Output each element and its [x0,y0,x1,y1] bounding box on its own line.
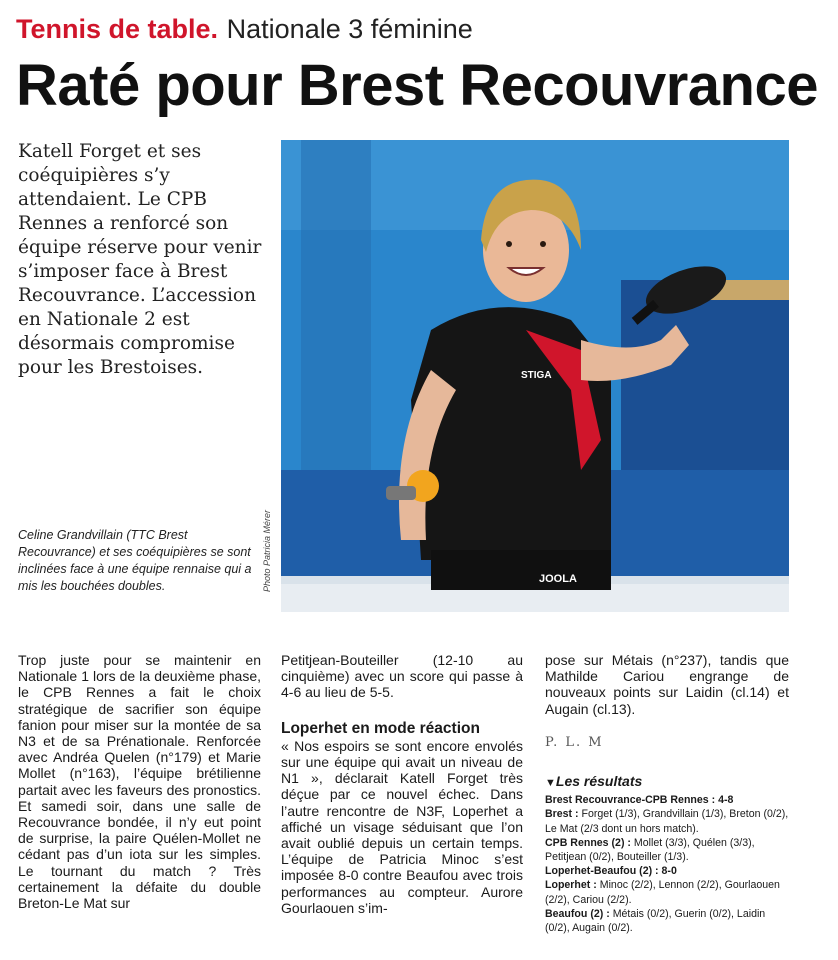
body-column-2 [281,652,523,916]
results-box [545,793,789,935]
match-score: Brest Recouvrance-CPB Rennes : 4-8 [545,794,734,807]
body-column-1 [18,652,261,911]
team-label: Loperhet : [545,879,597,892]
author-signature: P. L. M [545,734,604,750]
match-score: Loperhet-Beaufou (2) : 8-0 [545,865,677,878]
shirt-brand-logo: STIGA [521,370,552,381]
body-column-3 [545,652,789,935]
team-results: Forget (1/3), Grandvillain (1/3), Breton (0/2), Le Mat (2/3 dont un hors match). [545,808,789,835]
team-label: Beaufou (2) : [545,907,610,920]
photo-credit: Photo Patricia Mérer [262,509,272,592]
kicker [16,14,473,45]
triangle-down-icon: ▼ [545,777,556,790]
body-text: « Nos espoirs se sont encore envolés sur une équipe qui avait un niveau de N1 », déclarait Katell Forget très déçue par ce nouvel échec. Dans l’autre rencontre de N3F, Loperhet a affiché un visage séduisant que l’on avait oublié depuis un certain temps. L’équipe de Patricia Minoc s’est imposée 8-0 contre Beaufou avec trois performances au compteur. Aurore Gourlaouen s’im- [281,737,523,916]
player-illustration [281,140,789,612]
rubric-label: Tennis de table. [16,14,219,44]
shorts-brand-logo: JOOLA [539,573,577,585]
intertitle: Loperhet en mode réaction [281,719,480,737]
results-title-label: Les résultats [555,773,643,790]
team-label: Brest : [545,808,579,821]
team-results: Métais (0/2), Guerin (0/2), Laidin (0/2), Augain (0/2). [545,907,766,935]
team-results: Minoc (2/2), Lennon (2/2), Gourlaouen (2/2), Cariou (2/2). [545,879,780,906]
body-text: pose sur Métais (n°237), tandis que Mathilde Cariou engrange de nouveaux points sur Laidin (cl.14) et Augain (cl.13). [545,652,789,717]
photo-caption: Celine Grandvillain (TTC Brest Recouvrance) et ses coéquipières se sont inclinées face à une équipe rennaise qui a mis les bouchées doubles. [18,528,252,593]
team-results: Mollet (3/3), Quélen (3/3), Petitjean (0/2), Bouteiller (1/3). [545,836,755,864]
body-text: Petitjean-Bouteiller (12-10 au cinquième) avec un score qui passe à 4-6 au lieu de 5-5. [281,652,523,701]
lead-paragraph: Katell Forget et ses coéquipières s’y attendaient. Le CPB Rennes a renforcé son équipe réserve pour venir s’imposer face à Brest Recouvrance. L’accession en Nationale 2 est désormais compromise pour les Brestoises. [18,141,262,378]
headline: Raté pour Brest Recouvrance [16,53,818,118]
results-title [545,773,789,791]
body-text: Trop juste pour se maintenir en Nationale 1 lors de la deuxième phase, le CPB Rennes a fait le choix stratégique de sacrifier son équipe fanion pour miser sur la montée de sa N3 et de sa Prénationale. Renforcée avec Andréa Quelen (n°179) et Marie Mollet (n°163), l’équipe brétilienne partait avec les faveurs des pronostics. Et samedi soir, dans une salle de Recouvrance bondée, il n’y eut point de surprise, la paire Quélen-Mollet ne cédant pas d’un iota sur les simples. Le tournant du match ? Très certainement la défaite du double Breton-Le Mat sur [18,652,261,912]
section-label: Nationale 3 féminine [226,14,473,44]
article-photo [281,140,789,612]
team-label: CPB Rennes (2) : [545,836,631,849]
